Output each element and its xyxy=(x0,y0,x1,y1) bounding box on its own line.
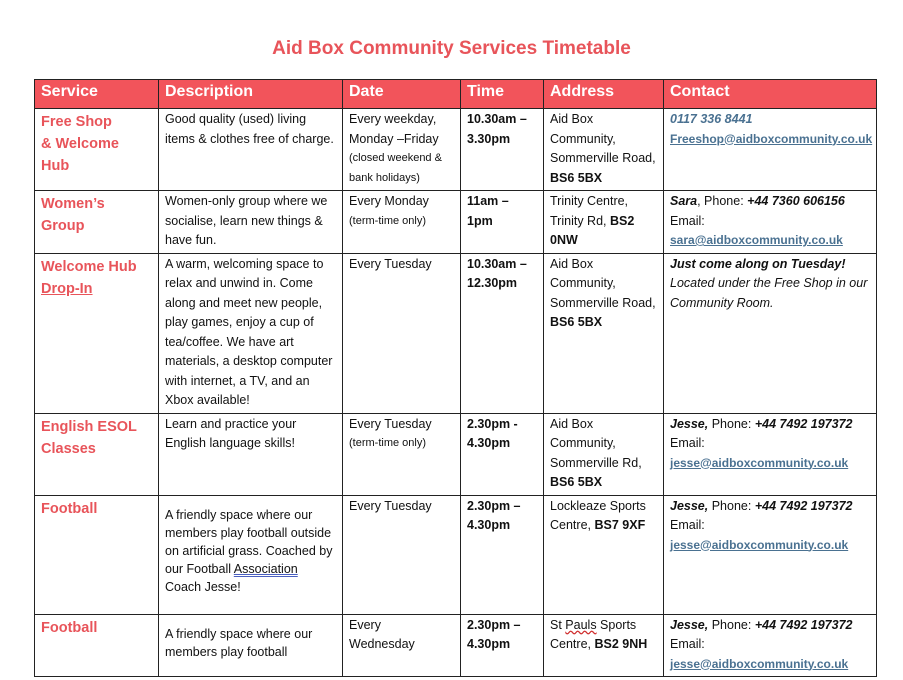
contact-name: Jesse, xyxy=(670,416,709,431)
address-cell xyxy=(544,253,664,413)
address-text: Aid Box Community, Sommerville Road, xyxy=(550,256,656,310)
time-cell: 11am – 1pm xyxy=(461,191,544,254)
header-date: Date xyxy=(343,80,461,109)
phone-label: Phone: xyxy=(708,416,755,431)
service-name: Drop-In xyxy=(41,280,93,297)
address-cell xyxy=(544,191,664,254)
service-name: Classes xyxy=(41,440,96,457)
address-postcode: BS6 5BX xyxy=(550,315,603,329)
email-label: Email: xyxy=(670,436,705,450)
table-row-football-tuesday xyxy=(35,495,877,614)
address-text-misspelled: Pauls xyxy=(565,617,597,632)
address-postcode: BS6 5BX xyxy=(550,170,603,185)
email-label: Email: xyxy=(670,637,705,651)
date-note: (closed weekend & bank holidays) xyxy=(349,152,442,184)
contact-cell xyxy=(664,191,877,254)
email-link[interactable]: sara@aidboxcommunity.co.uk xyxy=(670,233,843,247)
description-cell: Good quality (used) living items & clothes free of charge. xyxy=(159,109,343,191)
service-cell xyxy=(35,614,159,677)
time-cell: 2.30pm - 4.30pm xyxy=(461,413,544,495)
date-main: Every weekday, Monday –Friday xyxy=(349,112,439,146)
table-row-esol xyxy=(35,413,877,495)
table-row-football-wednesday xyxy=(35,614,877,677)
time-cell: 10.30am – 12.30pm xyxy=(461,253,544,413)
time-cell: 2.30pm –4.30pm xyxy=(461,495,544,614)
date-main: Every Tuesday xyxy=(349,498,432,513)
address-cell xyxy=(544,614,664,677)
description-cell: Women-only group where we socialise, learn new things & have fun. xyxy=(159,191,343,254)
date-cell xyxy=(343,495,461,614)
service-name: Hub xyxy=(41,158,70,174)
date-cell xyxy=(343,191,461,254)
address-text: Aid Box Community, Sommerville Rd, xyxy=(550,416,642,470)
address-postcode: BS2 9NH xyxy=(594,637,648,651)
header-service: Service xyxy=(35,80,159,109)
phone-label: , Phone: xyxy=(697,194,748,208)
page-title: Aid Box Community Services Timetable xyxy=(272,38,631,59)
service-name: Welcome Hub xyxy=(41,258,137,275)
table-row-free-shop xyxy=(35,109,877,191)
date-main: Every Monday xyxy=(349,194,429,208)
service-name: Women’s xyxy=(41,196,105,212)
description-underlined: Association xyxy=(233,561,298,576)
header-address: Address xyxy=(544,80,664,109)
date-cell xyxy=(343,413,461,495)
contact-cell xyxy=(664,495,877,614)
description-cell: A warm, welcoming space to relax and unwind in. Come along and meet new people, play games, enjoy a cup of tea/coffee. We have art materials, a desktop computer with internet, a TV, and an Xbox available! xyxy=(159,253,343,413)
email-label: Email: xyxy=(670,213,705,228)
address-cell xyxy=(544,109,664,191)
description-cell: Learn and practice your English language skills! xyxy=(159,413,343,495)
service-name: Group xyxy=(41,218,85,234)
email-link[interactable]: jesse@aidboxcommunity.co.uk xyxy=(670,537,849,552)
timetable xyxy=(34,79,877,677)
address-postcode: BS6 5BX xyxy=(550,475,603,489)
date-note: (term-time only) xyxy=(349,214,427,227)
phone-label: Phone: xyxy=(708,498,755,513)
service-name: English ESOL xyxy=(41,418,137,435)
description-text: A friendly space where our members play football xyxy=(165,626,313,659)
email-link[interactable]: jesse@aidboxcommunity.co.uk xyxy=(670,455,849,470)
phone-label: Phone: xyxy=(708,617,755,632)
contact-name: Sara xyxy=(670,194,698,208)
header-row xyxy=(35,80,877,109)
header-contact: Contact xyxy=(664,80,877,109)
description-cell xyxy=(159,614,343,677)
address-cell xyxy=(544,413,664,495)
address-text: St xyxy=(550,617,566,632)
contact-note: Located under the Free Shop in our Community Room. xyxy=(670,276,868,310)
contact-name: Jesse, xyxy=(670,617,709,632)
header-time: Time xyxy=(461,80,544,109)
address-postcode: BS2 0NW xyxy=(550,213,635,247)
address-text: Trinity Centre, Trinity Rd, xyxy=(550,194,629,228)
date-main: Every Tuesday xyxy=(349,416,432,431)
phone-number: +44 7492 197372 xyxy=(754,416,853,431)
phone-number: +44 7360 606156 xyxy=(747,194,845,208)
date-cell xyxy=(343,109,461,191)
phone-link[interactable]: 0117 336 8441 xyxy=(670,112,753,126)
description-cell xyxy=(159,495,343,614)
phone-number: +44 7492 197372 xyxy=(754,498,853,513)
contact-cell xyxy=(664,614,877,677)
date-cell xyxy=(343,253,461,413)
email-link[interactable]: jesse@aidboxcommunity.co.uk xyxy=(670,656,849,671)
service-name: Football xyxy=(41,619,98,636)
header-description: Description xyxy=(159,80,343,109)
service-name: Free Shop xyxy=(41,114,112,130)
contact-cell xyxy=(664,413,877,495)
table-row-welcome-hub xyxy=(35,253,877,413)
address-cell xyxy=(544,495,664,614)
contact-cell xyxy=(664,253,877,413)
service-cell xyxy=(35,495,159,614)
description-text: A friendly space where our members play football outside on artificial grass. Coached by our Football xyxy=(165,507,333,576)
service-cell xyxy=(35,109,159,191)
date-main: Every Tuesday xyxy=(349,256,432,271)
contact-cell xyxy=(664,109,877,191)
service-cell xyxy=(35,413,159,495)
table-row-womens-group xyxy=(35,191,877,254)
date-note: (term-time only) xyxy=(349,437,427,449)
address-text: Aid Box Community, Sommerville Road, xyxy=(550,112,656,165)
contact-name: Jesse, xyxy=(670,498,709,513)
service-name: & Welcome xyxy=(41,136,119,152)
address-text: Lockleaze Sports Centre, xyxy=(550,498,646,532)
phone-number: +44 7492 197372 xyxy=(754,617,853,632)
email-link[interactable]: Freeshop@aidboxcommunity.co.uk xyxy=(670,131,873,146)
time-cell: 2.30pm – 4.30pm xyxy=(461,614,544,677)
email-label: Email: xyxy=(670,518,705,532)
date-cell: Every Wednesday xyxy=(343,614,461,677)
service-cell xyxy=(35,253,159,413)
contact-note-bold: Just come along on Tuesday! xyxy=(670,256,846,271)
address-text: Sports Centre, xyxy=(550,617,637,651)
address-postcode: BS7 9XF xyxy=(594,518,646,532)
service-cell xyxy=(35,191,159,254)
service-name: Football xyxy=(41,500,98,517)
description-text: Coach Jesse! xyxy=(165,579,241,594)
time-cell: 10.30am – 3.30pm xyxy=(461,109,544,191)
